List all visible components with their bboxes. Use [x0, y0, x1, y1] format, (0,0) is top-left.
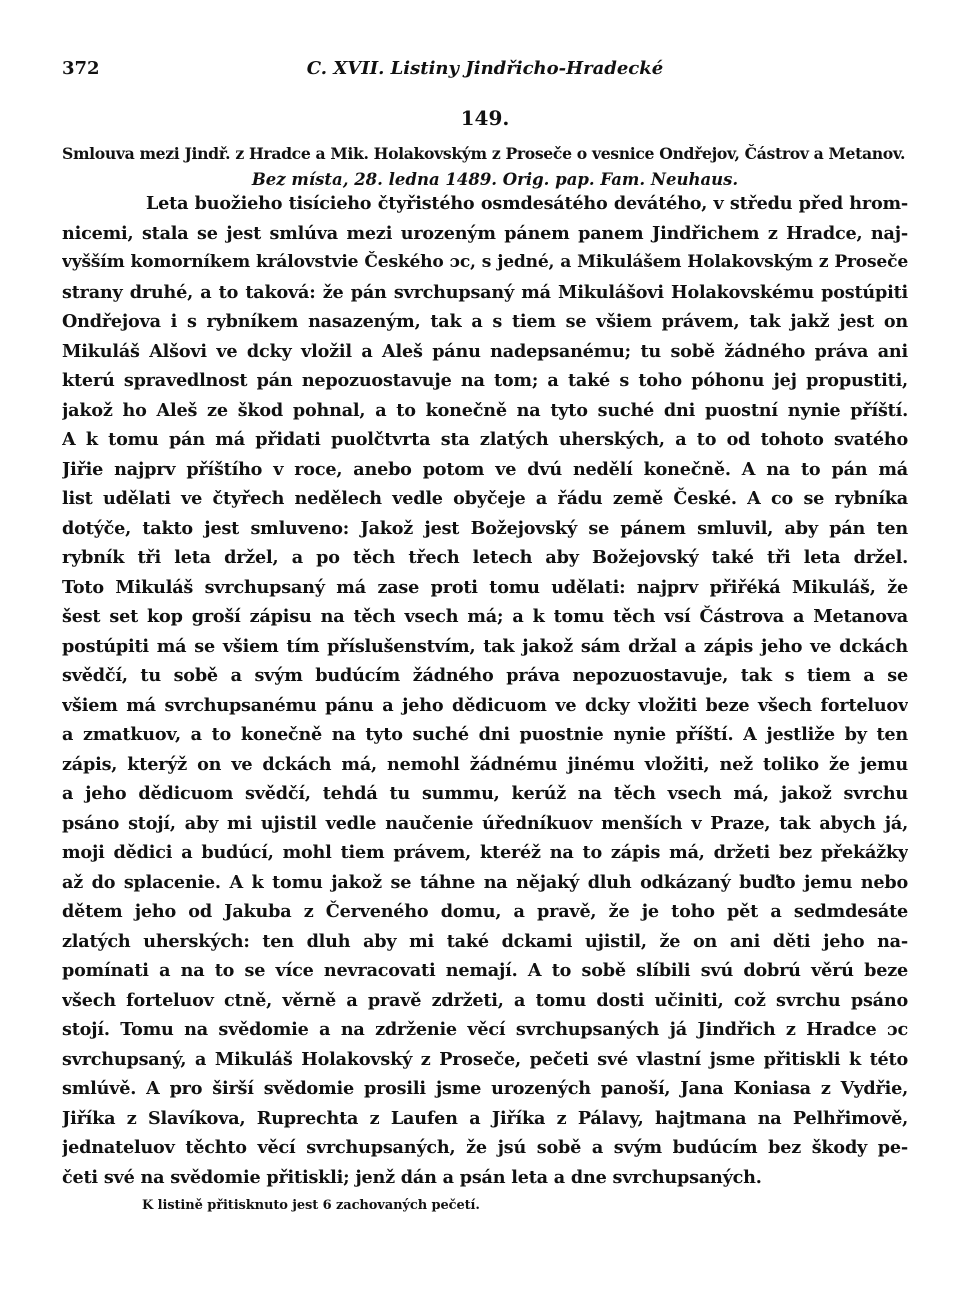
- text-line: pomínati a na to se více nevracovati nemají. A to sobě slíbili svú dobrú věrú beze: [62, 960, 908, 981]
- page-number: 372: [62, 58, 100, 79]
- text-line: šest set kop groší zápisu na těch vsech má; a k tomu těch vsí Částrova a Metanova: [62, 606, 908, 627]
- text-line: Jiřie najprv příštího v roce, anebo potom ve dvú nedělí konečně. A na to pán má: [62, 458, 908, 480]
- text-line: jakož ho Aleš ze škod pohnal, a to konečně na tyto suché dni puostní nynie příští.: [62, 399, 908, 421]
- text-line: zlatých uherských: ten dluh aby mi také dckami ujistil, že on ani děti jeho na-: [62, 930, 908, 952]
- text-line: a jeho dědicuom svědčí, tehdá tu summu, kerúž na těch vsech má, jakož svrchu: [62, 783, 908, 804]
- text-line: postúpiti má se všiem tím příslušenstvím, tak jakož sám držal a zápis jeho ve dckách: [62, 635, 908, 657]
- text-line: všiem má svrchupsanému pánu a jeho dědicuom ve dcky vložiti beze všech forteluov: [62, 694, 908, 716]
- text-line: smlúvě. A pro širší svědomie prosili jsme urozených panoší, Jana Koniasa z Vydřie,: [62, 1078, 908, 1099]
- text-line: rybník tři leta držel, a po těch třech letech aby Božejovský také tři leta držel.: [62, 547, 908, 568]
- text-line: stojí. Tomu na svědomie a na zdrženie věcí svrchupsaných já Jindřich z Hradce ɔc: [62, 1019, 908, 1040]
- document-body: [62, 189, 908, 1192]
- text-line: Toto Mikuláš svrchupsaný má zase proti tomu udělati: najprv přiřéká Mikuláš, že: [62, 576, 908, 598]
- text-line: moji dědici a budúcí, mohl tiem právem, kteréž na to zápis má, držeti bez překážky: [62, 842, 908, 863]
- text-line: psáno stojí, aby mi ujistil vedle naučenie úředníkuov menších v Praze, tak abych já,: [62, 812, 908, 834]
- running-title: C. XVII. Listiny Jindřicho-Hradecké: [306, 58, 664, 79]
- document-number: 149.: [460, 106, 510, 130]
- text-line: strany druhé, a to taková: že pán svrchupsaný má Mikulášovi Holakovskému postúpiti: [62, 281, 908, 303]
- text-line: kterú spravedlnost pán nepozuostavuje na tom; a také s toho póhonu jej propustiti,: [62, 370, 908, 391]
- text-line: A k tomu pán má přidati puolčtvrta sta zlatých uherských, a to od tohoto svatého: [62, 429, 908, 450]
- text-line: zápis, kterýž on ve dckách má, nemohl žádnému jinému vložiti, než toliko že jemu: [62, 753, 908, 775]
- document-heading: Smlouva mezi Jindř. z Hradce a Mik. Holakovským z Proseče o vesnice Ondřejov, Částrov a Metanov.: [62, 144, 906, 163]
- text-line: Mikuláš Alšovi ve dcky vložil a Aleš pánu nadepsanému; tu sobě žádného práva ani: [62, 340, 908, 362]
- text-line: nicemi, stala se jest smlúva mezi urozeným pánem panem Jindřichem z Hradce, naj-: [62, 222, 908, 244]
- document-source-note: Bez místa, 28. ledna 1489. Orig. pap. Fam. Neuhaus.: [251, 170, 739, 189]
- text-line: a zmatkuov, a to konečně na tyto suché dni puostnie nynie příští. A jestliže by ten: [62, 724, 908, 745]
- text-line: Jiříka z Slavíkova, Ruprechta z Laufen a Jiříka z Pálavy, hajtmana na Pelhřimově,: [62, 1107, 908, 1129]
- text-line: svědčí, tu sobě a svým budúcím žádného práva nepozuostavuje, tak s tiem a se: [62, 665, 908, 686]
- text-line: dětem jeho od Jakuba z Červeného domu, a pravě, že je toho pět a sedmdesáte: [62, 901, 908, 922]
- footnote: K listině přitisknuto jest 6 zachovaných pečetí.: [142, 1198, 480, 1213]
- text-line: vyšším komorníkem královstvie Českého ɔc, s jedné, a Mikulášem Holakovským z Proseče: [62, 252, 908, 272]
- text-line: všech forteluov ctně, věrně a pravě zdržeti, a tomu dosti učiniti, což svrchu psáno: [62, 989, 908, 1011]
- running-header: [62, 52, 908, 86]
- book-page: [62, 52, 908, 1213]
- text-line: četi své na svědomie přitiskli; jenž dán a psán leta a dne svrchupsaných.: [62, 1166, 762, 1188]
- text-line: Ondřejova i s rybníkem nasazeným, tak a s tiem se všiem právem, tak jakž jest on: [62, 311, 908, 332]
- text-line: svrchupsaný, a Mikuláš Holakovský z Proseče, pečeti své vlastní jsme přitiskli k této: [62, 1048, 908, 1070]
- text-line: jednateluov těchto věcí svrchupsaných, že jsú sobě a svým budúcím bez škody pe-: [62, 1137, 908, 1158]
- text-line: list udělati ve čtyřech nedělech vedle obyčeje a řádu země České. A co se rybníka: [62, 488, 908, 509]
- text-line: až do splacenie. A k tomu jakož se táhne na nějaký dluh odkázaný buďto jemu nebo: [62, 871, 908, 893]
- text-line: Leta buožieho tisícieho čtyřistého osmdesátého devátého, v středu před hrom-: [146, 193, 908, 214]
- text-line: dotýče, takto jest smluveno: Jakož jest Božejovský se pánem smluvil, aby pán ten: [62, 517, 908, 539]
